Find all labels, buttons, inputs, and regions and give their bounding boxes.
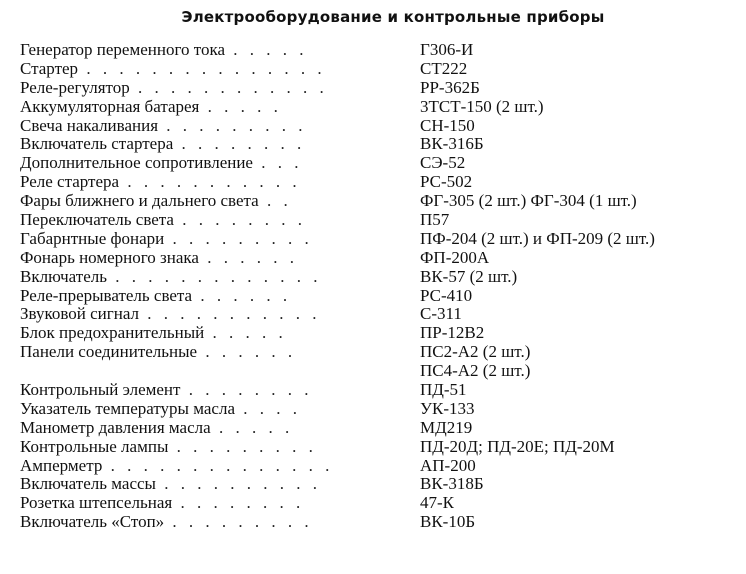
spec-value: ВК-316Б [420, 134, 484, 154]
spec-row [20, 135, 746, 154]
spec-row [20, 60, 746, 79]
spec-name [20, 135, 420, 154]
dot-leader: . . . . . [204, 324, 287, 343]
spec-row [20, 98, 746, 117]
spec-value: Г306-И [420, 40, 474, 59]
spec-value: ФГ-305 (2 шт.) ФГ-304 (1 шт.) [420, 191, 637, 211]
spec-row [20, 211, 746, 230]
dot-leader: . . . . . . . . [173, 211, 306, 230]
spec-label: Включатель [20, 267, 108, 286]
spec-row [20, 305, 746, 324]
dot-leader: . . . . . [199, 97, 282, 116]
spec-name [20, 419, 420, 438]
spec-name [20, 173, 420, 192]
spec-name [20, 192, 420, 211]
spec-label: Включатель стартера [20, 135, 174, 154]
spec-label: Реле стартера [20, 173, 120, 192]
spec-value: ВК-57 (2 шт.) [420, 266, 518, 286]
dot-leader: . . . . . . . . . . . [139, 305, 321, 324]
spec-name [20, 324, 420, 343]
dot-leader: . . . . . . [197, 343, 297, 362]
spec-name [20, 305, 420, 324]
spec-value: ПФ-204 (2 шт.) и ФП-209 (2 шт.) [420, 228, 655, 248]
spec-name [20, 287, 420, 306]
spec-row [20, 79, 746, 98]
spec-value: ВК-10Б [420, 512, 476, 532]
dot-leader: . . . . . [225, 41, 308, 59]
spec-label: Манометр давления масла [20, 418, 211, 437]
dot-leader: . . . . . . . . . . [155, 475, 321, 494]
spec-label: Стартер [20, 59, 79, 78]
spec-label: Генератор переменного тока [20, 41, 226, 59]
spec-value: СТ222 [420, 58, 468, 78]
spec-value: ПС2-А2 (2 шт.) [420, 342, 531, 362]
dot-leader: . . . . . . . . . . . . [129, 78, 328, 97]
spec-value: ПД-20Д; ПД-20Е; ПД-20М [420, 436, 615, 456]
spec-name [20, 230, 420, 249]
spec-row [20, 249, 746, 268]
dot-leader: . . . . . . . . [173, 135, 306, 154]
spec-row [20, 117, 746, 136]
dot-leader: . . . . . [210, 418, 294, 437]
spec-label: Дополнительное сопротивление [20, 154, 253, 173]
dot-leader: . . [258, 192, 292, 211]
spec-name [20, 268, 420, 287]
spec-value: РР-362Б [420, 77, 480, 97]
spec-value: СЭ-52 [420, 153, 466, 173]
spec-label: Фары ближнего и дальнего света [20, 192, 259, 211]
spec-label: Звуковой сигнал [20, 305, 140, 324]
dot-leader: . . . [252, 154, 303, 173]
spec-row [20, 154, 746, 173]
spec-label: Блок предохранительный [20, 324, 205, 343]
spec-name [20, 494, 420, 513]
spec-row [20, 381, 746, 400]
spec-name [20, 79, 420, 98]
dot-leader: . . . . . . . . . . . . . . [102, 456, 334, 475]
spec-row [20, 41, 746, 60]
spec-label: Свеча накаливания [20, 116, 159, 135]
spec-value: АП-200 [420, 455, 476, 475]
spec-value: С-311 [420, 304, 462, 324]
spec-row [20, 324, 746, 343]
dot-leader: . . . . . . . . . . . . . [107, 267, 322, 286]
spec-name [20, 513, 420, 532]
spec-name [20, 249, 420, 268]
spec-label: Фонарь номерного знака [20, 248, 199, 267]
spec-name [20, 60, 420, 79]
spec-row [20, 343, 746, 362]
dot-leader: . . . . . . . . . [168, 437, 317, 456]
spec-name [20, 400, 420, 419]
spec-label: Габарнтные фонари [20, 229, 165, 248]
spec-row [20, 230, 746, 249]
spec-row [20, 268, 746, 287]
spec-value: 47-К [420, 493, 454, 513]
spec-value: ВК-318Б [420, 474, 484, 494]
spec-name [20, 381, 420, 400]
spec-name [20, 98, 420, 117]
spec-name [20, 41, 420, 60]
spec-row [20, 513, 746, 532]
spec-label: Аккумуляторная батарея [20, 97, 200, 116]
spec-label: Переключатель света [20, 211, 174, 230]
dot-leader: . . . . . . [192, 286, 292, 305]
dot-leader: . . . . . . [198, 248, 298, 267]
spec-row [20, 400, 746, 419]
spec-label: Реле-прерыватель света [20, 286, 193, 305]
section-heading: Электрооборудование и контрольные приборы [181, 8, 605, 26]
spec-list [20, 41, 746, 532]
spec-label: Включатель массы [20, 475, 156, 494]
spec-name [20, 154, 420, 173]
spec-row [20, 494, 746, 513]
spec-value: СН-150 [420, 115, 475, 135]
spec-value: ФП-200А [420, 247, 490, 267]
spec-name [20, 475, 420, 494]
dot-leader: . . . . . . . . . [158, 116, 307, 135]
spec-name [20, 343, 420, 362]
dot-leader: . . . . . . . . . [164, 229, 313, 248]
dot-leader: . . . . [235, 399, 301, 418]
spec-value: РС-410 [420, 285, 473, 305]
spec-row [20, 419, 746, 438]
spec-value: ПР-12В2 [420, 323, 485, 343]
dot-leader: . . . . . . . . . [164, 513, 313, 532]
spec-name [20, 211, 420, 230]
spec-value: УК-133 [420, 398, 475, 418]
spec-row [20, 457, 746, 476]
spec-value: РС-502 [420, 172, 473, 192]
spec-label: Панели соединительные [20, 343, 198, 362]
spec-label: Розетка штепсельная [20, 494, 173, 513]
spec-label: Амперметр [20, 456, 103, 475]
dot-leader: . . . . . . . . . . . . . . . [78, 59, 326, 78]
spec-row [20, 287, 746, 306]
spec-label: Реле-регулятор [20, 78, 130, 97]
spec-value: ПС4-А2 (2 шт.) [420, 361, 531, 381]
spec-label: Контрольный элемент [20, 381, 181, 400]
spec-label: Контрольные лампы [20, 437, 169, 456]
spec-value: ПД-51 [420, 380, 467, 400]
spec-name [20, 117, 420, 136]
spec-row [20, 192, 746, 211]
spec-name [20, 457, 420, 476]
dot-leader: . . . . . . . . [172, 494, 305, 513]
spec-label: Включатель «Стоп» [20, 513, 165, 532]
spec-label: Указатель температуры масла [20, 399, 235, 418]
dot-leader: . . . . . . . . [180, 381, 313, 400]
spec-row [20, 438, 746, 457]
spec-name [20, 438, 420, 457]
spec-value: МД219 [420, 417, 473, 437]
spec-row [20, 173, 746, 192]
spec-row [20, 362, 746, 381]
spec-value: 3ТСТ-150 (2 шт.) [420, 96, 544, 116]
dot-leader: . . . . . . . . . . . [119, 173, 301, 192]
spec-row [20, 475, 746, 494]
spec-value: П57 [420, 210, 450, 230]
